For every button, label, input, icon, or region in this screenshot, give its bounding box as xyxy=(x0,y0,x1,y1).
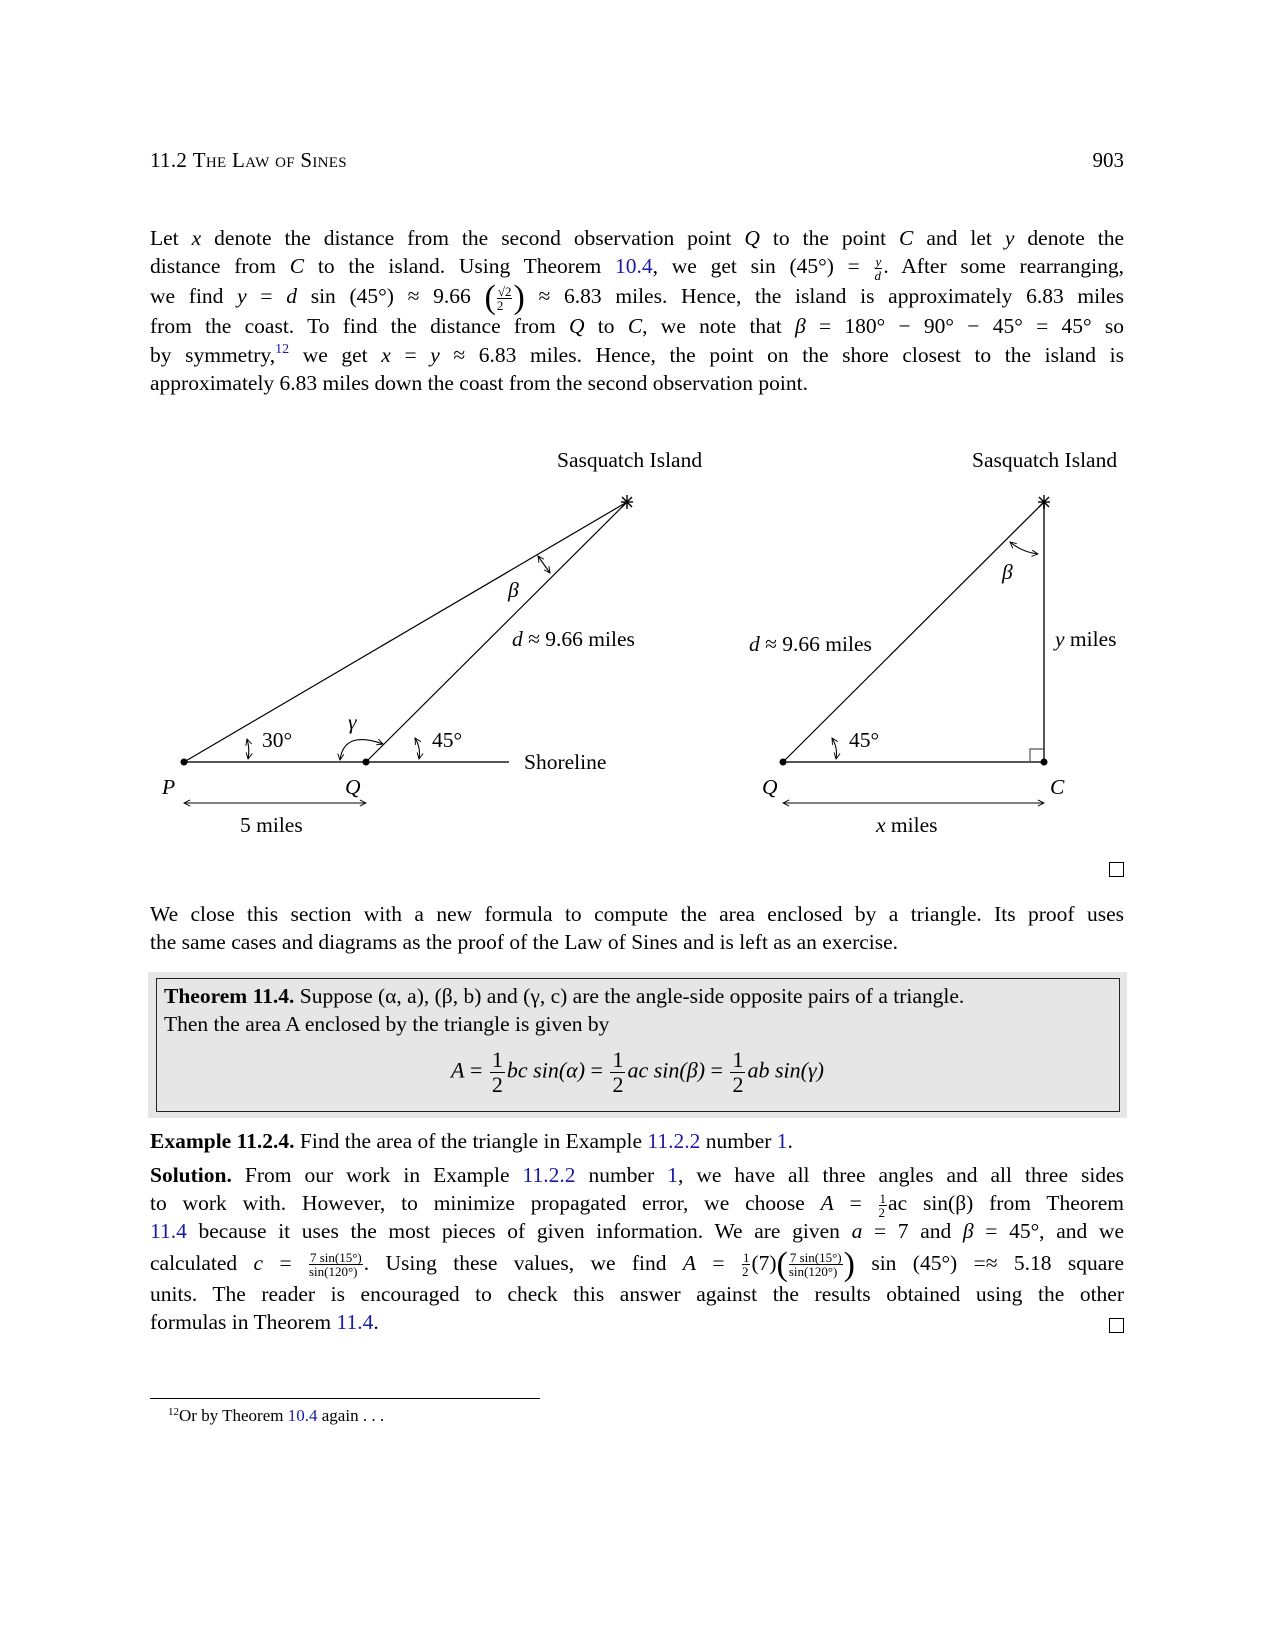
footnote-number: 12 xyxy=(168,1406,179,1418)
text-line: Let x denote the distance from the second observation point Q to the point C and let y denote the xyxy=(150,226,1124,250)
theorem-statement-line2: Then the area A enclosed by the triangle is given by xyxy=(164,1012,610,1036)
paragraph-area-intro xyxy=(150,900,1124,956)
point-Q-dot xyxy=(363,759,370,766)
footnote-12: $^{12}$Or by Theorem 10.4 again . . . xyxy=(168,1406,385,1425)
left-gamma-label: γ xyxy=(348,710,357,734)
point-C-dot xyxy=(1041,759,1048,766)
text-line: formulas in Theorem 11.4. xyxy=(150,1309,379,1334)
left-angle-45-label: 45° xyxy=(432,728,463,752)
theorem-label: Theorem 11.4. xyxy=(164,984,295,1008)
right-beta-label: β xyxy=(1002,560,1013,584)
point-Q-label: Q xyxy=(345,775,361,799)
fraction-sqrt2-over-2: $\frac{√2}{2}$ xyxy=(496,283,512,313)
angle-beta-arc xyxy=(538,556,550,573)
example-label: Example 11.2.4. xyxy=(150,1129,295,1153)
text-line: We close this section with a new formula to compute the area enclosed by a triangle. Its proof uses xyxy=(150,902,1124,926)
x-miles-label: x miles xyxy=(876,813,938,837)
text-line: distance from C to the island. Using Theorem 10.4, we get sin (45°) = $\frac{y}{d}$ . After some rearranging, xyxy=(150,253,1124,283)
y-miles-label: y miles xyxy=(1055,627,1117,651)
angle-45-arc xyxy=(415,738,420,759)
example-link-11-2-2[interactable]: 11.2.2 xyxy=(522,1163,576,1187)
section-number: 11.2 xyxy=(150,148,188,172)
theorem-link-10-4[interactable]: 10.4 xyxy=(287,1406,318,1425)
right-island-label: Sasquatch Island xyxy=(972,448,1118,472)
text-line: calculated c = $\frac{7 \sin(15^\circ)}{\sin(120^\circ)}$ . Using these values, we find A = $\frac{1}{2}$ (7)( $\frac{7 \sin(15^\circ)}{\sin(120^\circ)}$ ) sin (45°) =≈ 5.18 square xyxy=(150,1245,1124,1283)
running-header xyxy=(150,148,347,173)
footnote-ref-12[interactable]: 12 xyxy=(275,341,290,357)
number-link-1[interactable]: 1 xyxy=(667,1163,678,1187)
theorem-statement: Suppose (α, a), (β, b) and (γ, c) are the angle-side opposite pairs of a triangle. xyxy=(294,984,965,1008)
text-line: Example 11.2.4. Find the area of the triangle in Example 11.2.2 number 1. xyxy=(150,1129,793,1153)
text-line: to work with. However, to minimize propagated error, we choose A = $\frac{1}{2}$ ac sin(β) from Theorem xyxy=(150,1190,1124,1220)
area-formula: A = $\frac{1}{2}$ bc sin(α) = $\frac{1}{2}$ ac sin(β) = $\frac{1}{2}$ ab sin(γ) xyxy=(451,1047,824,1097)
point-Q-label-right: Q xyxy=(762,775,778,799)
left-distance-label: d ≈ 9.66 miles xyxy=(512,627,635,651)
island-star-icon xyxy=(1038,495,1050,509)
text-line: units. The reader is encouraged to check this answer against the results obtained using the other xyxy=(150,1281,1124,1306)
page-number: 903 xyxy=(1092,148,1124,172)
footnote-rule xyxy=(150,1398,540,1399)
text-line: by symmetry,$^{12}$ we get x = y ≈ 6.83 miles. Hence, the point on the shore closest to the island is xyxy=(150,341,1124,367)
section-title: The Law of Sines xyxy=(192,148,347,172)
point-C-label: C xyxy=(1050,775,1065,799)
theorem-link-11-4[interactable]: 11.4 xyxy=(150,1219,187,1244)
text-line: the same cases and diagrams as the proof of the Law of Sines and is left as an exercise. xyxy=(150,930,899,955)
left-angle-30-label: 30° xyxy=(262,728,293,752)
theorem-link-11-4[interactable]: 11.4 xyxy=(336,1309,374,1334)
example-11-2-4 xyxy=(150,1127,1124,1155)
right-angle-45-label: 45° xyxy=(849,728,880,752)
angle-30-arc xyxy=(247,739,249,759)
qed-square-icon xyxy=(1109,1318,1124,1333)
point-P-label: P xyxy=(162,775,176,799)
number-link-1[interactable]: 1 xyxy=(776,1129,788,1153)
theorem-11-4 xyxy=(164,982,1114,1038)
point-Q-dot xyxy=(780,759,787,766)
example-link-11-2-2[interactable]: 11.2.2 xyxy=(647,1129,701,1153)
solution xyxy=(150,1161,1124,1336)
point-P-dot xyxy=(181,759,188,766)
right-distance-label: d ≈ 9.66 miles xyxy=(749,632,872,656)
theorem-link-10-4[interactable]: 10.4 xyxy=(614,254,653,279)
paragraph-island-distance xyxy=(150,224,1124,397)
left-beta-label: β xyxy=(508,578,519,602)
fraction-y-over-d: $\frac{y}{d}$ xyxy=(874,253,882,283)
solution-label: Solution. xyxy=(150,1163,232,1187)
angle-beta-arc xyxy=(1010,542,1038,554)
base-5-miles-label: 5 miles xyxy=(240,813,303,837)
text-line: Solution. From our work in Example 11.2.2 number 1, we have all three angles and all three sides xyxy=(150,1163,1124,1187)
angle-gamma-arc xyxy=(340,740,383,760)
text-line: 11.4 because it uses the most pieces of given information. We are given a = 7 and β = 45°, and we xyxy=(150,1219,1124,1244)
text-line: from the coast. To find the distance from Q to C, we note that β = 180° − 90° − 45° = 45° so xyxy=(150,314,1124,339)
shoreline-label: Shoreline xyxy=(524,750,607,774)
qed-square-icon xyxy=(1109,862,1124,877)
text-line: we find y = d sin (45°) ≈ 9.66 ( $\frac{√2}{2}$ ) ≈ 6.83 miles. Hence, the island is approximately 6.83 miles xyxy=(150,279,1124,317)
angle-45-arc xyxy=(832,738,837,759)
text-line: approximately 6.83 miles down the coast from the second observation point. xyxy=(150,370,808,395)
island-star-icon xyxy=(621,495,633,509)
left-island-label: Sasquatch Island xyxy=(557,448,703,472)
